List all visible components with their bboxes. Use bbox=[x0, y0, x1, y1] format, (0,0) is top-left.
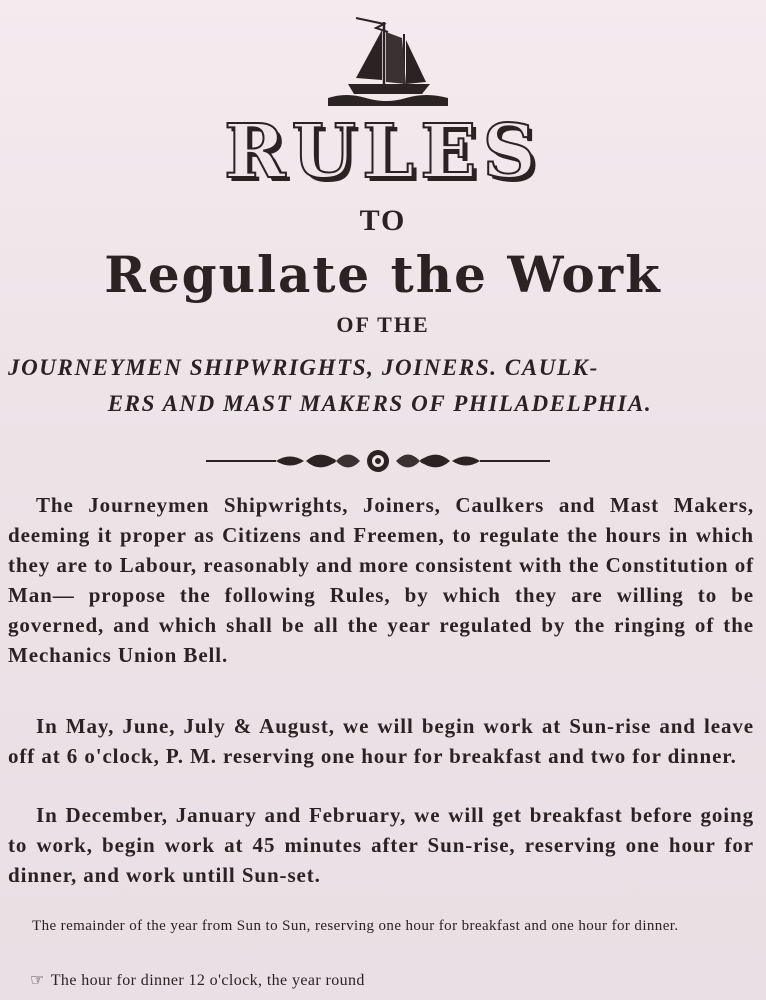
remainder-of-year-paragraph: The remainder of the year from Sun to Sun, reserving one hour for breakfast and one hour for dinner. bbox=[32, 918, 679, 934]
winter-hours-paragraph: In December, January and February, we will get breakfast before going to work, begin work at 45 minutes after Sun-rise, reserving one hour for dinner, and work untill Sun-set. bbox=[8, 803, 754, 887]
trades-heading-line-2: ERS AND MAST MAKERS OF PHILADELPHIA. bbox=[107, 391, 653, 416]
pointing-hand-icon: ☞ bbox=[30, 970, 45, 989]
title-of-the: OF THE bbox=[336, 312, 430, 337]
title-connector: TO bbox=[359, 204, 407, 237]
summer-hours-paragraph: In May, June, July & August, we will begin work at Sun-rise and leave off at 6 o'clock, P. M. reserving one hour for breakfast and two for dinner. bbox=[8, 714, 754, 768]
trades-heading-line-1: JOURNEYMEN SHIPWRIGHTS, JOINERS. CAULK- bbox=[8, 355, 599, 380]
preamble-paragraph: The Journeymen Shipwrights, Joiners, Caulkers and Mast Makers, deeming it proper as Citizens and Freemen, to regulate the hours in which they are to Labour, reasonably and more consistent with the Constitution of Man— propose the following Rules, by which they are willing to be governed, and which shall be all the year regulated by the ringing of the Mechanics Union Bell. bbox=[8, 493, 754, 667]
footnote-text: The hour for dinner 12 o'clock, the year round bbox=[50, 972, 365, 989]
dinner-hour-footnote bbox=[30, 970, 746, 991]
poster-subtitle: Regulate the Work bbox=[104, 245, 662, 304]
ornamental-divider-icon bbox=[206, 448, 550, 474]
poster-title: RULES bbox=[224, 109, 542, 195]
trades-heading bbox=[8, 350, 752, 422]
sailing-ship-icon bbox=[326, 14, 450, 108]
